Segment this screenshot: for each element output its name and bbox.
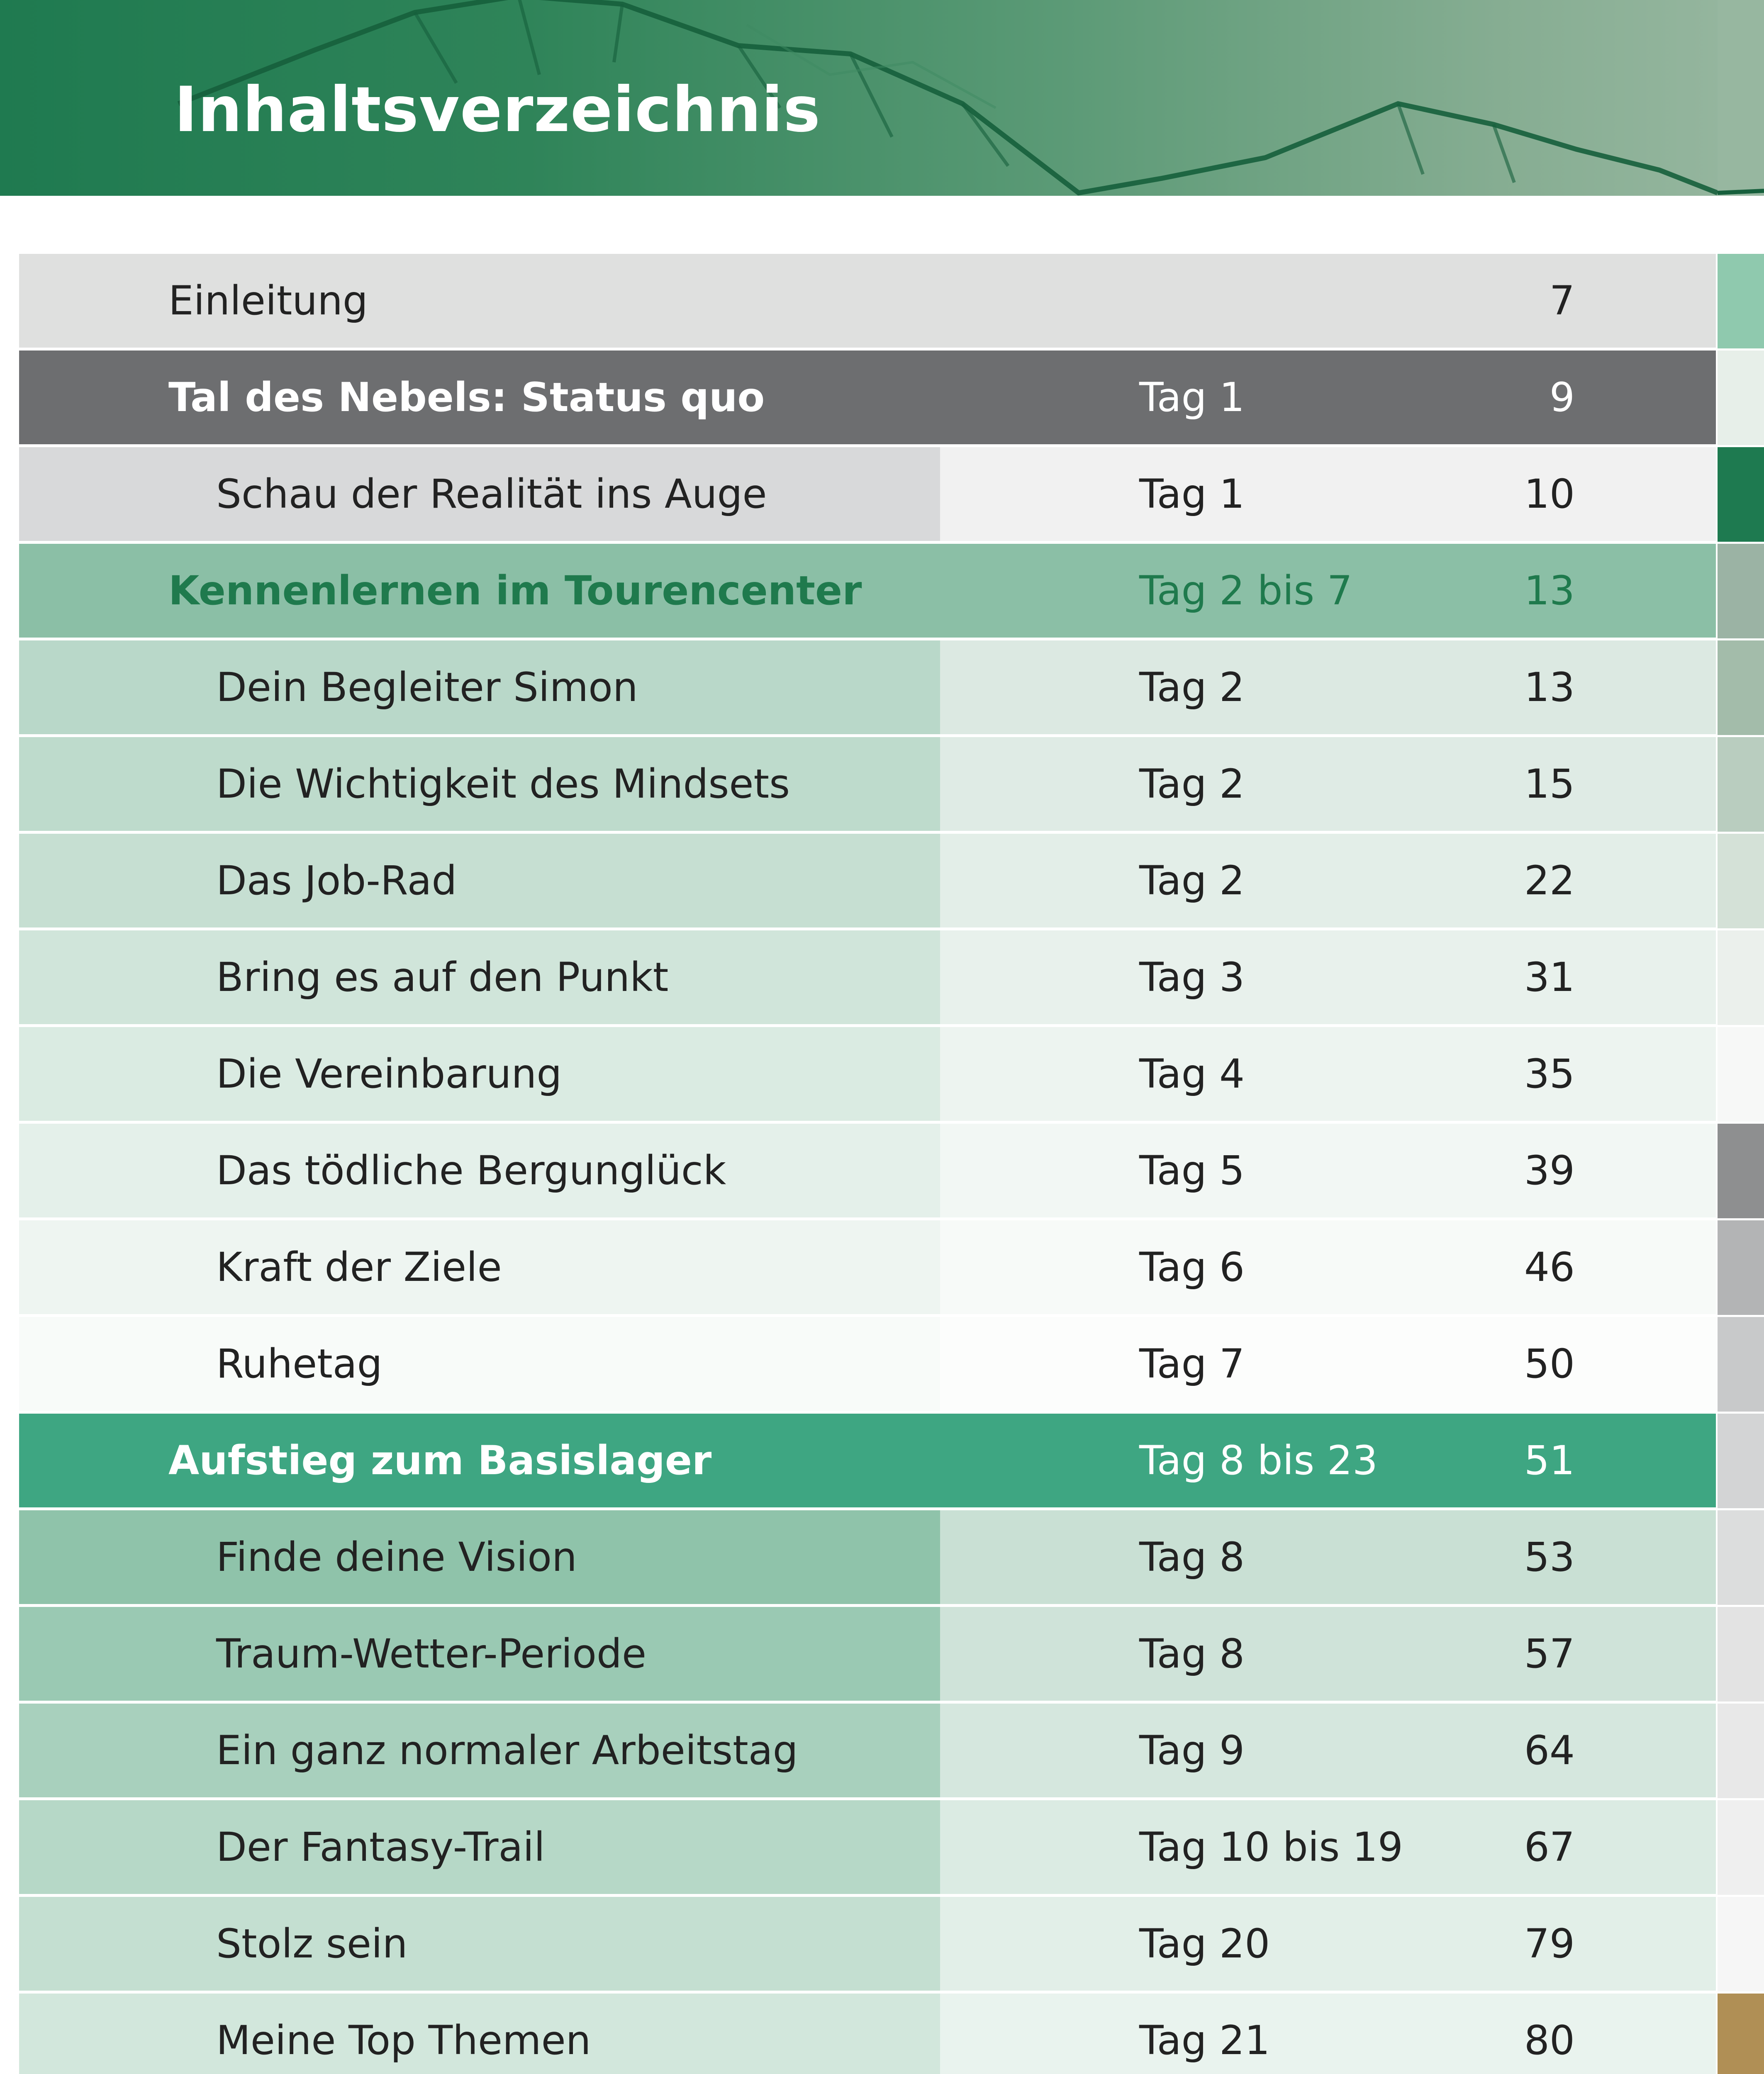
toc-entry[interactable] xyxy=(19,930,1716,1027)
toc-entry-title: Ein ganz normaler Arbeitstag xyxy=(216,1727,798,1774)
side-tab xyxy=(1718,640,1764,735)
toc-entry-title: Einleitung xyxy=(168,278,368,324)
toc-entry-title: Traum-Wetter-Periode xyxy=(216,1631,647,1677)
toc-entry-day: Tag 6 xyxy=(1139,1244,1245,1290)
side-tab xyxy=(1718,1897,1764,1991)
toc-entry-title: Kennenlernen im Tourencenter xyxy=(168,567,862,614)
toc-entry[interactable] xyxy=(19,1220,1716,1317)
toc-entry-page-number: 22 xyxy=(1524,857,1575,904)
toc-entry-day: Tag 20 xyxy=(1139,1921,1270,1967)
side-tab xyxy=(1718,351,1764,445)
toc-section-heading[interactable] xyxy=(19,254,1716,351)
side-tab xyxy=(1718,1317,1764,1412)
toc-entry-day: Tag 2 xyxy=(1139,761,1245,807)
side-tab xyxy=(1718,254,1764,348)
toc-entry-day: Tag 7 xyxy=(1139,1341,1245,1387)
toc-entry-title: Die Wichtigkeit des Mindsets xyxy=(216,761,790,807)
side-tab xyxy=(1718,1607,1764,1702)
side-tab xyxy=(1718,1510,1764,1605)
toc-entry-page-number: 57 xyxy=(1524,1631,1575,1677)
toc-entry-page-number: 9 xyxy=(1549,374,1575,421)
toc-entry-day: Tag 3 xyxy=(1139,954,1245,1000)
toc-section-heading[interactable] xyxy=(19,351,1716,447)
toc-entry-title: Stolz sein xyxy=(216,1921,408,1967)
toc-entry-page-number: 51 xyxy=(1524,1437,1575,1484)
toc-section-heading[interactable] xyxy=(19,1414,1716,1510)
toc-entry[interactable] xyxy=(19,737,1716,834)
toc-entry[interactable] xyxy=(19,1897,1716,1994)
header-banner xyxy=(0,0,1764,196)
toc-entry-page-number: 10 xyxy=(1524,471,1575,517)
toc-entry-day: Tag 10 bis 19 xyxy=(1139,1824,1403,1870)
side-tab xyxy=(1718,1704,1764,1798)
toc-entry-page-number: 80 xyxy=(1524,2017,1575,2064)
toc-entry-day: Tag 1 xyxy=(1139,471,1245,517)
toc-entry-title: Das Job-Rad xyxy=(216,857,457,904)
toc-entry-day: Tag 2 bis 7 xyxy=(1139,567,1352,614)
chapter-side-tabs xyxy=(1718,0,1764,2074)
toc-entry-page-number: 13 xyxy=(1524,567,1575,614)
side-tab xyxy=(1718,834,1764,928)
toc-entry-title: Tal des Nebels: Status quo xyxy=(168,374,765,421)
toc-entry-page-number: 53 xyxy=(1524,1534,1575,1580)
side-tab xyxy=(1718,1414,1764,1508)
toc-entry-page-number: 46 xyxy=(1524,1244,1575,1290)
toc-entry-page-number: 39 xyxy=(1524,1147,1575,1194)
toc-entry-page-number: 64 xyxy=(1524,1727,1575,1774)
toc-entry-title: Meine Top Themen xyxy=(216,2017,591,2064)
toc-entry-page-number: 31 xyxy=(1524,954,1575,1000)
side-tab xyxy=(1718,930,1764,1025)
toc-entry[interactable] xyxy=(19,834,1716,930)
toc-entry-page-number: 7 xyxy=(1549,278,1575,324)
toc-entry-day: Tag 2 xyxy=(1139,857,1245,904)
toc-entry[interactable] xyxy=(19,1704,1716,1800)
toc-entry-day: Tag 8 xyxy=(1139,1631,1245,1677)
toc-entry-page-number: 15 xyxy=(1524,761,1575,807)
side-tab xyxy=(1718,1994,1764,2074)
toc-entry[interactable] xyxy=(19,1027,1716,1124)
toc-entry-page-number: 67 xyxy=(1524,1824,1575,1870)
side-tab xyxy=(1718,1220,1764,1315)
page-title: Inhaltsverzeichnis xyxy=(174,74,821,146)
toc-entry-title: Dein Begleiter Simon xyxy=(216,664,638,711)
toc-entry-title: Aufstieg zum Basislager xyxy=(168,1437,712,1484)
side-tab xyxy=(1718,447,1764,542)
side-tab xyxy=(1718,1800,1764,1895)
toc-entry-page-number: 50 xyxy=(1524,1341,1575,1387)
toc-entry[interactable] xyxy=(19,1994,1716,2074)
toc-entry-title: Schau der Realität ins Auge xyxy=(216,471,767,517)
toc-entry-title: Ruhetag xyxy=(216,1341,383,1387)
toc-entry-title: Das tödliche Bergunglück xyxy=(216,1147,726,1194)
toc-entry[interactable] xyxy=(19,1510,1716,1607)
toc-entry-day: Tag 9 xyxy=(1139,1727,1245,1774)
toc-entry-day: Tag 2 xyxy=(1139,664,1245,711)
toc-entry[interactable] xyxy=(19,1607,1716,1704)
toc-section-heading[interactable] xyxy=(19,544,1716,640)
toc-entry-day: Tag 1 xyxy=(1139,374,1245,421)
toc-entry-title: Bring es auf den Punkt xyxy=(216,954,669,1000)
toc-entry-day: Tag 8 bis 23 xyxy=(1139,1437,1378,1484)
toc-entry-day: Tag 5 xyxy=(1139,1147,1245,1194)
toc-entry[interactable] xyxy=(19,447,1716,544)
toc-entry-day: Tag 4 xyxy=(1139,1051,1245,1097)
side-tab xyxy=(1718,737,1764,832)
side-tab xyxy=(1718,1027,1764,1122)
toc-entry[interactable] xyxy=(19,1800,1716,1897)
toc-entry[interactable] xyxy=(19,1317,1716,1414)
table-of-contents xyxy=(19,254,1716,2074)
toc-entry-page-number: 35 xyxy=(1524,1051,1575,1097)
side-tab xyxy=(1718,1124,1764,1218)
toc-entry-title: Finde deine Vision xyxy=(216,1534,577,1580)
toc-entry-day: Tag 8 xyxy=(1139,1534,1245,1580)
toc-entry-page-number: 79 xyxy=(1524,1921,1575,1967)
toc-entry-title: Der Fantasy-Trail xyxy=(216,1824,545,1870)
side-tab xyxy=(1718,544,1764,638)
toc-entry-title: Die Vereinbarung xyxy=(216,1051,562,1097)
toc-entry-title: Kraft der Ziele xyxy=(216,1244,502,1290)
toc-entry[interactable] xyxy=(19,640,1716,737)
toc-entry-page-number: 13 xyxy=(1524,664,1575,711)
toc-entry[interactable] xyxy=(19,1124,1716,1220)
toc-entry-day: Tag 21 xyxy=(1139,2017,1270,2064)
